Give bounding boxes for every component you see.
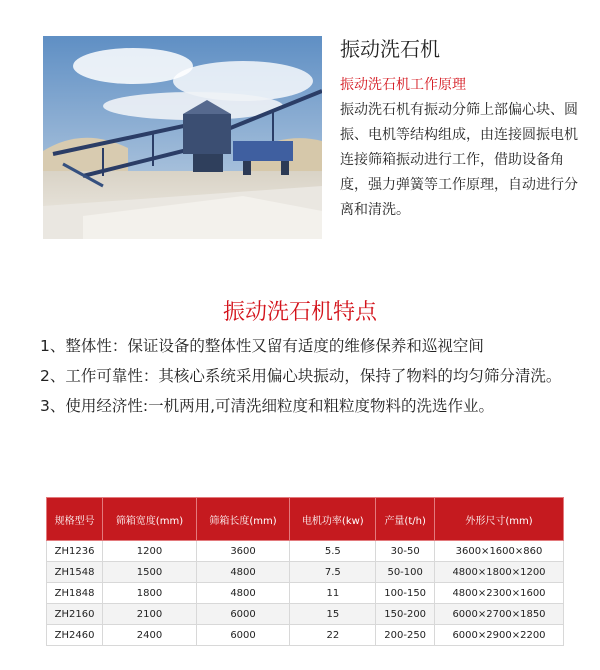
cell-model: ZH2460 — [47, 625, 103, 646]
cell-motor-power: 7.5 — [290, 562, 376, 583]
cell-screen-length: 6000 — [196, 625, 290, 646]
cell-dimensions: 3600×1600×860 — [434, 541, 563, 562]
cell-screen-width: 1500 — [103, 562, 197, 583]
header-dimensions: 外形尺寸(mm) — [434, 498, 563, 541]
header-screen-width: 筛箱宽度(mm) — [103, 498, 197, 541]
table-row — [47, 625, 564, 646]
table-row — [47, 562, 564, 583]
feature-item-reliability: 2、工作可靠性：其核心系统采用偏心块振动，保持了物料的均匀筛分清洗。 — [40, 367, 562, 385]
cell-capacity: 30-50 — [376, 541, 435, 562]
principle-heading: 振动洗石机工作原理 — [340, 77, 466, 93]
cell-screen-length: 6000 — [196, 604, 290, 625]
feature-item-economy: 3、使用经济性:一机两用,可清洗细粒度和粗粒度物料的洗选作业。 — [40, 397, 495, 415]
cell-screen-width: 2100 — [103, 604, 197, 625]
cell-dimensions: 4800×2300×1600 — [434, 583, 563, 604]
header-model: 规格型号 — [47, 498, 103, 541]
cell-screen-width: 2400 — [103, 625, 197, 646]
cell-screen-length: 4800 — [196, 562, 290, 583]
cell-screen-length: 3600 — [196, 541, 290, 562]
cell-model: ZH1848 — [47, 583, 103, 604]
spec-table-header-row — [47, 498, 564, 541]
cell-motor-power: 5.5 — [290, 541, 376, 562]
header-motor-power: 电机功率(kw) — [290, 498, 376, 541]
cell-capacity: 200-250 — [376, 625, 435, 646]
cell-motor-power: 15 — [290, 604, 376, 625]
feature-item-integrity: 1、整体性：保证设备的整体性又留有适度的维修保养和巡视空间 — [40, 337, 484, 355]
principle-text: 振动洗石机有振动分筛上部偏心块、圆振、电机等结构组成，由连接圆振电机连接筛箱振动进行工作，借助设备角度，强力弹簧等工作原理，自动进行分离和清洗。 — [340, 102, 578, 218]
features-title: 振动洗石机特点 — [222, 300, 377, 325]
cell-screen-width: 1800 — [103, 583, 197, 604]
cell-model: ZH1548 — [47, 562, 103, 583]
cell-screen-width: 1200 — [103, 541, 197, 562]
hero-photo-stone-washing-plant — [43, 36, 322, 239]
header-screen-length: 筛箱长度(mm) — [196, 498, 290, 541]
cell-motor-power: 22 — [290, 625, 376, 646]
cell-screen-length: 4800 — [196, 583, 290, 604]
cell-dimensions: 4800×1800×1200 — [434, 562, 563, 583]
product-title: 振动洗石机 — [340, 37, 440, 61]
cell-dimensions: 6000×2900×2200 — [434, 625, 563, 646]
cell-capacity: 50-100 — [376, 562, 435, 583]
cell-motor-power: 11 — [290, 583, 376, 604]
table-row — [47, 604, 564, 625]
cell-capacity: 100-150 — [376, 583, 435, 604]
cell-model: ZH2160 — [47, 604, 103, 625]
features-list — [40, 331, 580, 421]
cell-model: ZH1236 — [47, 541, 103, 562]
header-capacity: 产量(t/h) — [376, 498, 435, 541]
spec-table — [46, 497, 564, 646]
cell-dimensions: 6000×2700×1850 — [434, 604, 563, 625]
table-row — [47, 583, 564, 604]
cell-capacity: 150-200 — [376, 604, 435, 625]
table-row — [47, 541, 564, 562]
